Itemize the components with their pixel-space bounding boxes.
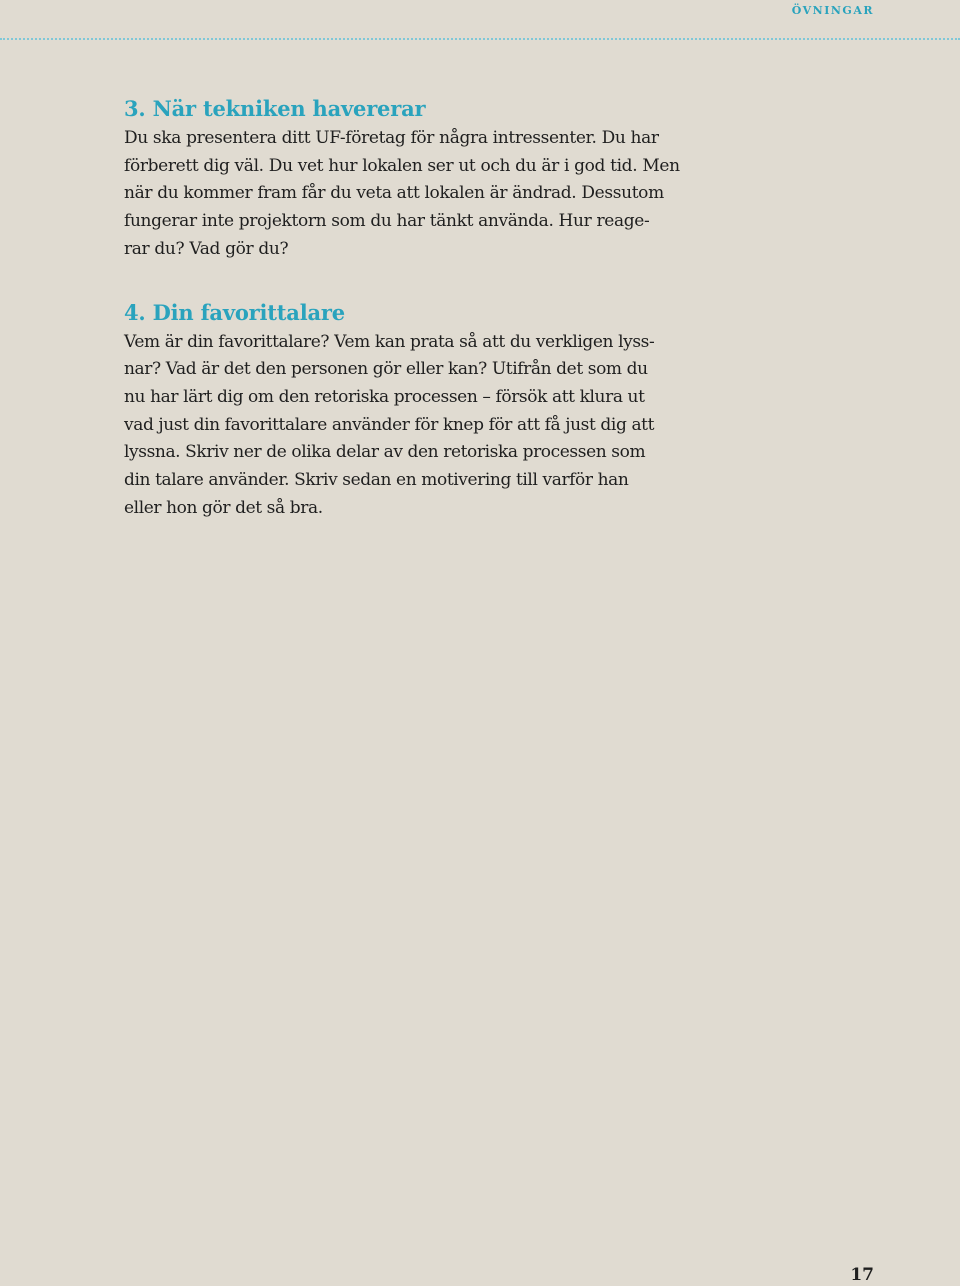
exercise-4-heading: 4. Din favorittalare <box>124 299 345 325</box>
exercise-4 <box>124 298 690 523</box>
exercise-4-body <box>124 329 690 523</box>
text-line: din talare använder. Skriv sedan en motivering till varför han <box>124 470 629 491</box>
text-line: vad just din favorittalare använder för knep för att få just dig att <box>124 414 655 435</box>
text-line: Du ska presentera ditt UF-företag för några intressenter. Du har <box>124 128 659 148</box>
text-line: Vem är din favorittalare? Vem kan prata så att du verkligen lyss- <box>124 331 655 352</box>
header-divider <box>0 38 960 40</box>
exercise-content <box>124 94 690 522</box>
text-line: förberett dig väl. Du vet hur lokalen ser ut och du är i god tid. Men <box>124 155 680 176</box>
text-line: fungerar inte projektorn som du har tänkt använda. Hur reage- <box>124 211 650 232</box>
text-line: nu har lärt dig om den retoriska processen – försök att klura ut <box>124 386 645 407</box>
text-line: lyssna. Skriv ner de olika delar av den retoriska processen som <box>124 442 646 463</box>
page-number: 17 <box>850 1265 874 1285</box>
exercise-3 <box>124 94 690 264</box>
text-line: när du kommer fram får du veta att lokalen är ändrad. Dessutom <box>124 183 664 204</box>
exercise-3-heading: 3. När tekniken havererar <box>124 96 426 121</box>
section-label: övningar <box>791 0 874 18</box>
exercise-3-body <box>124 125 690 264</box>
text-line: nar? Vad är det den personen gör eller kan? Utifrån det som du <box>124 359 648 380</box>
text-line: rar du? Vad gör du? <box>124 238 289 259</box>
text-line: eller hon gör det så bra. <box>124 497 323 518</box>
section-spacer <box>124 264 690 298</box>
